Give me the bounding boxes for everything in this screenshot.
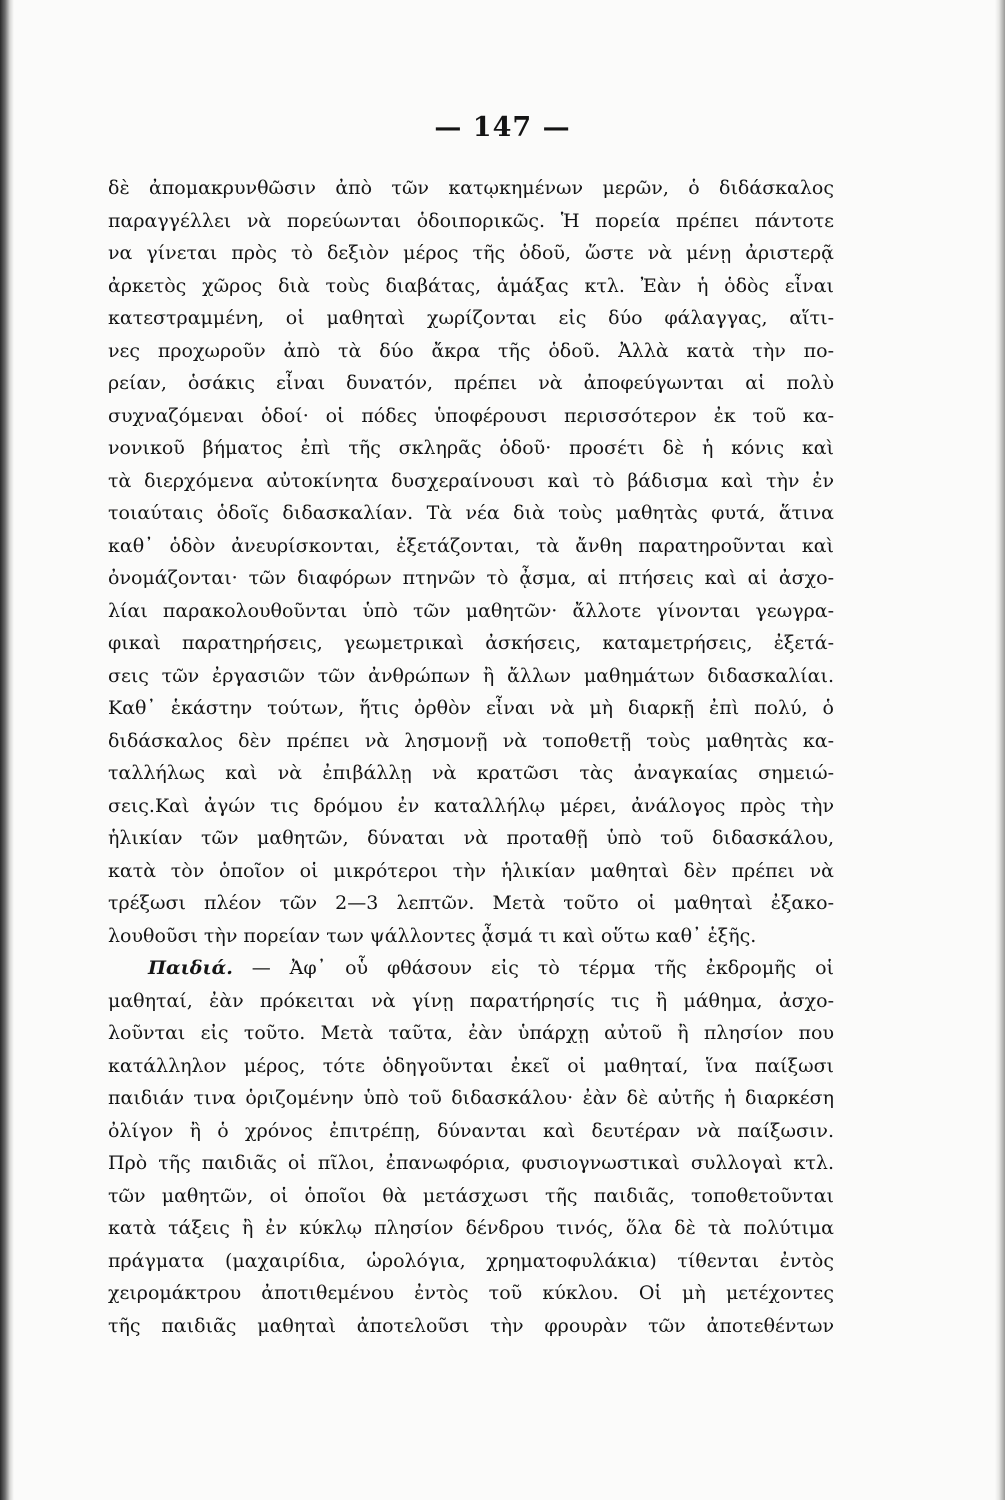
text-line: χειρομάκτρου ἀποτιθεμένου ἐντὸς τοῦ κύκλου. Οἱ μὴ μετέχοντες [108, 1282, 834, 1304]
text-line: παραγγέλλει νὰ πορεύωνται ὁδοιπορικῶς. Ἡ πορεία πρέπει πάντοτε [108, 209, 834, 232]
body-text [108, 172, 834, 1342]
text-line: κατὰ τάξεις ἢ ἐν κύκλῳ πλησίον δένδρου τινός, ὅλα δὲ τὰ πολύτιμα [108, 1217, 834, 1239]
text-line: σεις τῶν ἐργασιῶν τῶν ἀνθρώπων ἢ ἄλλων μαθημάτων διδασκαλίαι. [108, 664, 834, 687]
page-number: — 147 — [434, 112, 571, 143]
text-line: Πρὸ τῆς παιδιᾶς οἱ πῖλοι, ἐπανωφόρια, φυσιογνωστικαὶ συλλογαὶ κτλ. [108, 1152, 834, 1174]
text-line: να γίνεται πρὸς τὸ δεξιὸν μέρος τῆς ὁδοῦ, ὥστε νὰ μένῃ ἀριστερᾷ [108, 242, 834, 264]
text-line: παιδιάν τινα ὁριζομένην ὑπὸ τοῦ διδασκάλου· ἐὰν δὲ αὐτῆς ἡ διαρκέση [108, 1087, 834, 1109]
text-line: φικαὶ παρατηρήσεις, γεωμετρικαὶ ἀσκήσεις, καταμετρήσεις, ἐξετά- [108, 632, 834, 654]
text-line: πράγματα (μαχαιρίδια, ὡρολόγια, χρηματοφυλάκια) τίθενται ἐντὸς [108, 1249, 834, 1272]
paragraph-2 [108, 952, 834, 1342]
text-line: δὲ ἀπομακρυνθῶσιν ἀπὸ τῶν κατῳκημένων μερῶν, ὁ διδάσκαλος [108, 177, 834, 199]
text-line: ὀλίγον ἢ ὁ χρόνος ἐπιτρέπῃ, δύνανται καὶ δευτέραν νὰ παίξωσιν. [108, 1119, 834, 1142]
text-line: κατεστραμμένη, οἱ μαθηταὶ χωρίζονται εἰς δύο φάλαγγας, αἵτι- [108, 307, 834, 329]
text-line: κατὰ τὸν ὁποῖον οἱ μικρότεροι τὴν ἡλικίαν μαθηταὶ δὲν πρέπει νὰ [108, 859, 834, 882]
text-line: τῶν μαθητῶν, οἱ ὁποῖοι θὰ μετάσχωσι τῆς παιδιᾶς, τοποθετοῦνται [108, 1184, 834, 1207]
text-line: ἀρκετὸς χῶρος διὰ τοὺς διαβάτας, ἁμάξας κτλ. Ἐὰν ἡ ὁδὸς εἶναι [108, 274, 834, 297]
text-line: τῆς παιδιᾶς μαθηταὶ ἀποτελοῦσι τὴν φρουρὰν τῶν ἀποτεθέντων [108, 1314, 834, 1337]
text-line: λίαι παρακολουθοῦνται ὑπὸ τῶν μαθητῶν· ἄλλοτε γίνονται γεωγρα- [108, 599, 834, 622]
text-line-heading [108, 952, 834, 985]
text-line: λουθοῦσι τὴν πορείαν των ψάλλοντες ᾆσμά τι καὶ οὕτω καθ᾽ ἑξῆς. [108, 924, 757, 947]
page-edge-shadow-right [995, 0, 1005, 1500]
text-line: συχναζόμεναι ὁδοί· οἱ πόδες ὑποφέρουσι περισσότερον ἐκ τοῦ κα- [108, 404, 834, 427]
text-line: σεις.Καὶ ἀγών τις δρόμου ἐν καταλλήλῳ μέρει, ἀνάλογος πρὸς τὴν [108, 794, 834, 817]
page-edge-shadow-left [0, 0, 14, 1500]
text-line: διδάσκαλος δὲν πρέπει νὰ λησμονῇ νὰ τοποθετῇ τοὺς μαθητὰς κα- [108, 729, 834, 752]
text-line: ταλλήλως καὶ νὰ ἐπιβάλλῃ νὰ κρατῶσι τὰς ἀναγκαίας σημειώ- [108, 762, 834, 784]
text-line: νες προχωροῦν ἀπὸ τὰ δύο ἄκρα τῆς ὁδοῦ. Ἀλλὰ κατὰ τὴν πο- [108, 339, 834, 362]
text-line: ὀνομάζονται· τῶν διαφόρων πτηνῶν τὸ ᾆσμα, αἱ πτήσεις καὶ αἱ ἀσχο- [108, 567, 834, 589]
text-line: λοῦνται εἰς τοῦτο. Μετὰ ταῦτα, ἐὰν ὑπάρχῃ αὐτοῦ ἢ πλησίον που [108, 1022, 834, 1044]
paragraph-1 [108, 172, 834, 952]
text-line: τρέξωσι πλέον τῶν 2—3 λεπτῶν. Μετὰ τοῦτο οἱ μαθηταὶ ἐξακο- [108, 892, 834, 914]
text-line: καθ᾽ ὁδὸν ἀνευρίσκονται, ἐξετάζονται, τὰ ἄνθη παρατηροῦνται καὶ [108, 534, 834, 557]
text-line: Καθ᾽ ἑκάστην τούτων, ἥτις ὀρθὸν εἶναι νὰ μὴ διαρκῇ ἐπὶ πολύ, ὁ [108, 697, 834, 719]
section-heading-paidia: Παιδιά. [148, 957, 233, 979]
text-line: νονικοῦ βήματος ἐπὶ τῆς σκληρᾶς ὁδοῦ· προσέτι δὲ ἡ κόνις καὶ [108, 437, 834, 459]
text-line-rest: — Ἀφ᾽ οὗ φθάσουν εἰς τὸ τέρμα τῆς ἐκδρομῆς οἱ [251, 957, 834, 979]
text-line: ἡλικίαν τῶν μαθητῶν, δύναται νὰ προταθῇ ὑπὸ τοῦ διδασκάλου, [108, 827, 834, 849]
text-line: μαθηταί, ἐὰν πρόκειται νὰ γίνῃ παρατήρησίς τις ἢ μάθημα, ἀσχο- [108, 989, 834, 1012]
text-line: ρείαν, ὁσάκις εἶναι δυνατόν, πρέπει νὰ ἀποφεύγωνται αἱ πολὺ [108, 372, 834, 394]
text-line: τοιαύταις ὁδοῖς διδασκαλίαν. Τὰ νέα διὰ τοὺς μαθητὰς φυτά, ἅτινα [108, 502, 834, 524]
text-line: τὰ διερχόμενα αὐτοκίνητα δυσχεραίνουσι καὶ τὸ βάδισμα καὶ τὴν ἐν [108, 469, 834, 492]
text-line: κατάλληλον μέρος, τότε ὁδηγοῦνται ἐκεῖ οἱ μαθηταί, ἵνα παίξωσι [108, 1054, 834, 1077]
